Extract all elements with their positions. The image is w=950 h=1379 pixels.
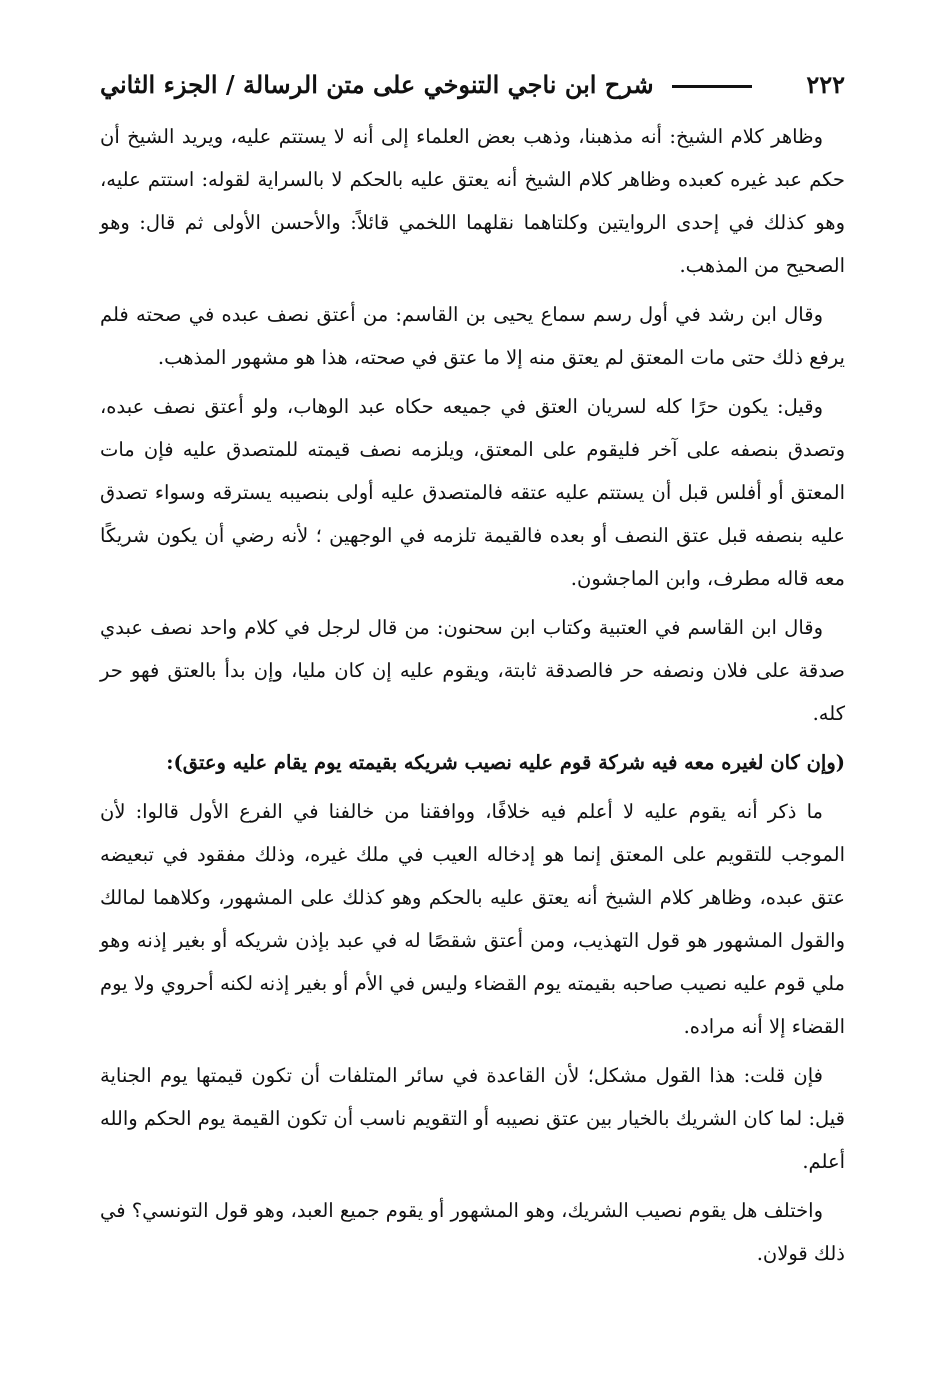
paragraph: وقيل: يكون حرًا كله لسريان العتق في جميعه حكاه عبد الوهاب، ولو أعتق نصف عبده، وتصدق بنصفه على آخر فليقوم على المعتق، ويلزمه نصف قيمته للمتصدق عليه فإن مات المعتق أو أفلس قبل أن يستتم عليه عتقه فالمتصدق عليه أولى بنصيبه يسترقه وسواء تصدق عليه بنصفه قبل عتق النصف أو بعده فالقيمة تلزمه في الوجهين ؛ لأنه رضي أن يكون شريكًا معه قاله مطرف، وابن الماجشون. (100, 395, 845, 590)
matn-quote: (وإن كان لغيره معه فيه شركة قوم عليه نصيب شريكه بقيمته يوم يقام عليه وعتق): (166, 751, 845, 774)
page-header (100, 64, 845, 104)
paragraph: واختلف هل يقوم نصيب الشريك، وهو المشهور أو يقوم جميع العبد، وهو قول التونسي؟ في ذلك قولان. (100, 1199, 845, 1265)
paragraph: فإن قلت: هذا القول مشكل؛ لأن القاعدة في سائر المتلفات أن تكون قيمتها يوم الجناية قيل: لما كان الشريك بالخيار بين عتق نصيبه أو التقويم ناسب أن تكون القيمة يوم الحكم والله أعلم. (100, 1064, 845, 1173)
paragraph: وظاهر كلام الشيخ: أنه مذهبنا، وذهب بعض العلماء إلى أنه لا يستتم عليه، ويريد الشيخ أن حكم عبد غيره كعبده وظاهر كلام الشيخ أنه يعتق عليه بالحكم لا بالسراية لقوله: استتم عليه، وهو كذلك في إحدى الروايتين وكلتاهما نقلهما اللخمي قائلاً: والأحسن الأولى ثم قال: وهو الصحيح من المذهب. (100, 125, 845, 277)
header-rule (672, 85, 752, 88)
paragraph: ما ذكر أنه يقوم عليه لا أعلم فيه خلافًا، ووافقنا من خالفنا في الفرع الأول قالوا: لأن الموجب للتقويم على المعتق إنما هو إدخاله العيب في ملك غيره، وذلك مفقود في تبعيضه عتق عبده، وظاهر كلام الشيخ أنه يعتق عليه بالحكم وهو كذلك على المشهور، وكلاهما لمالك والقول المشهور هو قول التهذيب، ومن أعتق شقصًا له في عبد بإذن شريكه أو بغير إذنه وهو ملي قوم عليه نصيب صاحبه بقيمته يوم القضاء وليس في الأم أو بغير إذنه لكنه أحروي ولا يوم القضاء إلا أنه مراده. (100, 800, 845, 1038)
paragraph: وقال ابن رشد في أول رسم سماع يحيى بن القاسم: من أعتق نصف عبده في صحته فلم يرفع ذلك حتى مات المعتق لم يعتق منه إلا ما عتق في صحته، هذا هو مشهور المذهب. (100, 303, 845, 369)
running-title: شرح ابن ناجي التنوخي على متن الرسالة / الجزء الثاني (100, 69, 654, 99)
page-body (100, 115, 845, 1281)
paragraph: وقال ابن القاسم في العتبية وكتاب ابن سحنون: من قال لرجل في كلام واحد نصف عبدي صدقة على فلان ونصفه حر فالصدقة ثابتة، ويقوم عليه إن كان مليا، وإن بدأ بالعتق فهو حر كله. (100, 616, 845, 725)
page-number: ٢٢٢ (806, 69, 845, 99)
